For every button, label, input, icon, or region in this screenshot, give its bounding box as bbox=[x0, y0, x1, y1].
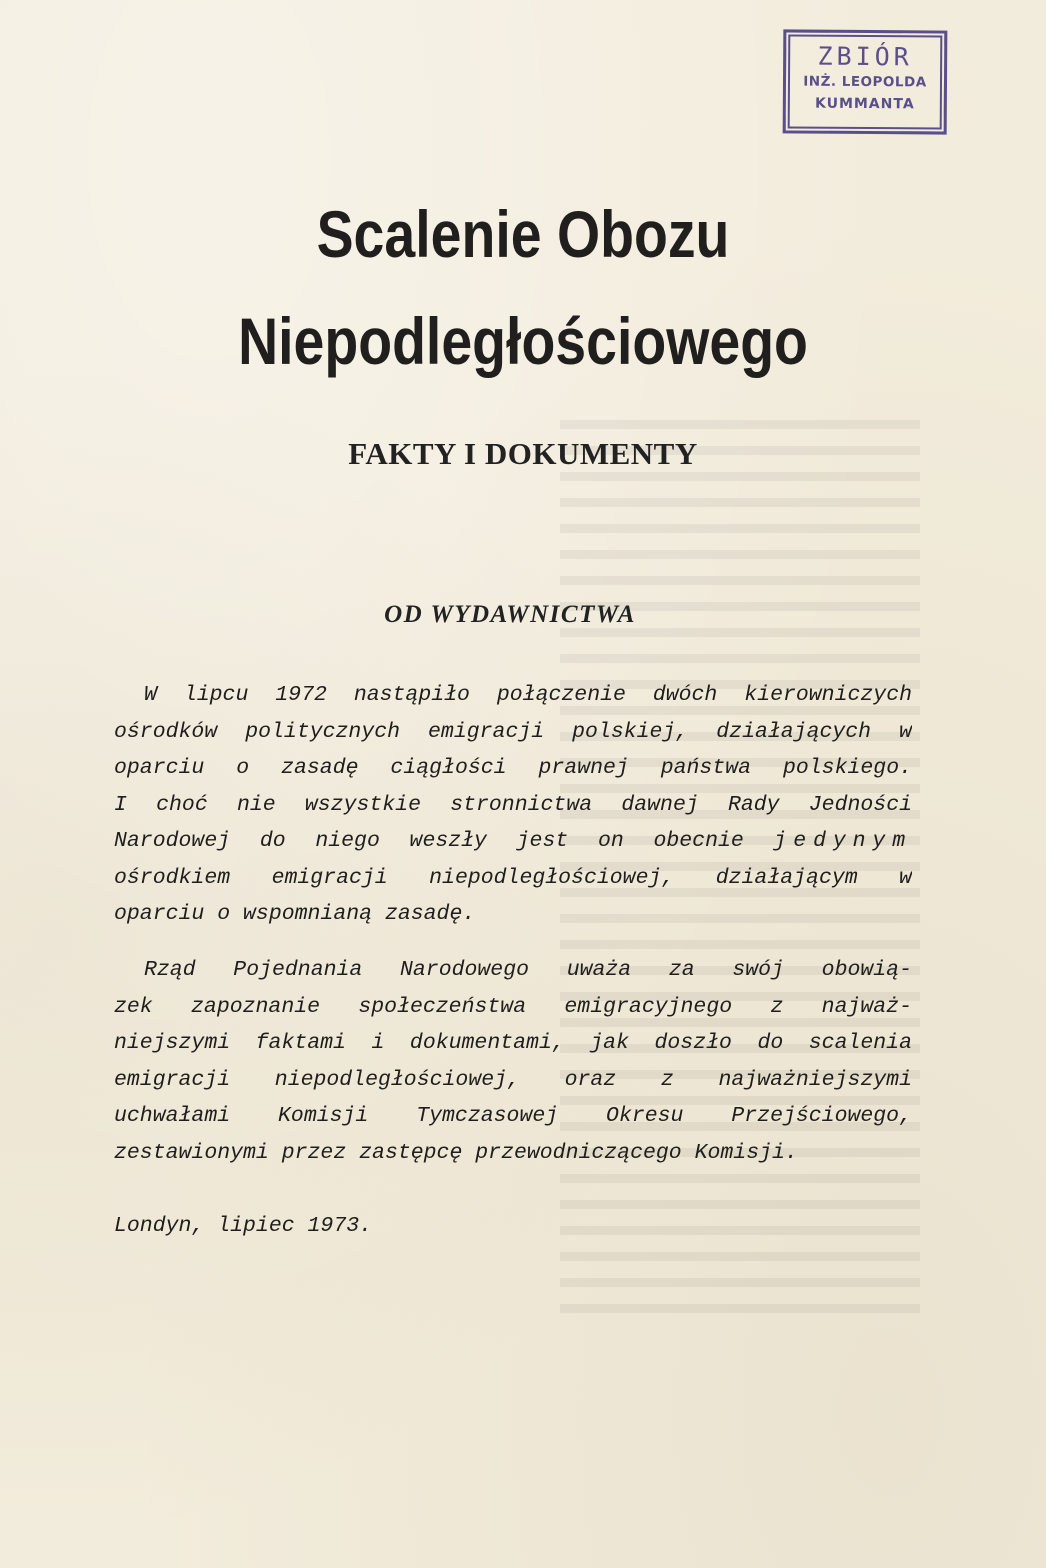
emphasized-word: jedynym bbox=[773, 829, 912, 853]
section-heading: OD WYDAWNICTWA bbox=[384, 601, 636, 628]
paragraph-line: Rząd Pojednania Narodowego uważa za swój obowią- bbox=[144, 958, 912, 982]
paragraph-publisher-note-2 bbox=[114, 952, 912, 1171]
paragraph-line: niejszymi faktami i dokumentami, jak doszło do scalenia bbox=[114, 1031, 912, 1055]
paragraph-line: oparciu o wspomnianą zasadę. bbox=[114, 902, 476, 926]
paragraph-line-with-emphasis bbox=[114, 823, 912, 860]
stamp-line-1: ZBIÓR bbox=[817, 41, 913, 72]
place-date-signature: Londyn, lipiec 1973. bbox=[114, 1214, 373, 1238]
title-line-2: Niepodległościowego bbox=[238, 304, 808, 378]
paragraph-line: W lipcu 1972 nastąpiło połączenie dwóch kierowniczych bbox=[144, 683, 912, 707]
paragraph-line: emigracji niepodległościowej, oraz z najważniejszymi bbox=[114, 1067, 912, 1092]
paragraph-line: I choć nie wszystkie stronnictwa dawnej Rady Jedności bbox=[114, 792, 912, 817]
collection-stamp bbox=[783, 29, 948, 134]
subtitle: FAKTY I DOKUMENTY bbox=[348, 436, 698, 471]
paragraph-line: ośrodków politycznych emigracji polskiej, działających w bbox=[114, 719, 912, 744]
stamp-line-2: INŻ. LEOPOLDA bbox=[803, 73, 927, 91]
title-line-1: Scalenie Obozu bbox=[316, 197, 730, 271]
paragraph-line: ośrodkiem emigracji niepodległościowej, działającym w bbox=[114, 865, 912, 890]
paragraph-publisher-note-1 bbox=[114, 677, 912, 933]
stamp-line-3: KUMMANTA bbox=[814, 95, 915, 113]
paragraph-line: oparciu o zasadę ciągłości prawnej państwa polskiego. bbox=[114, 756, 912, 780]
paragraph-line-text: Narodowej do niego weszły jest on obecnie bbox=[114, 829, 744, 853]
paragraph-line: zek zapoznanie społeczeństwa emigracyjnego z najważ- bbox=[114, 994, 912, 1019]
paragraph-line: zestawionymi przez zastępcę przewodniczącego Komisji. bbox=[114, 1140, 798, 1165]
paragraph-line: uchwałami Komisji Tymczasowej Okresu Przejściowego, bbox=[114, 1104, 912, 1128]
